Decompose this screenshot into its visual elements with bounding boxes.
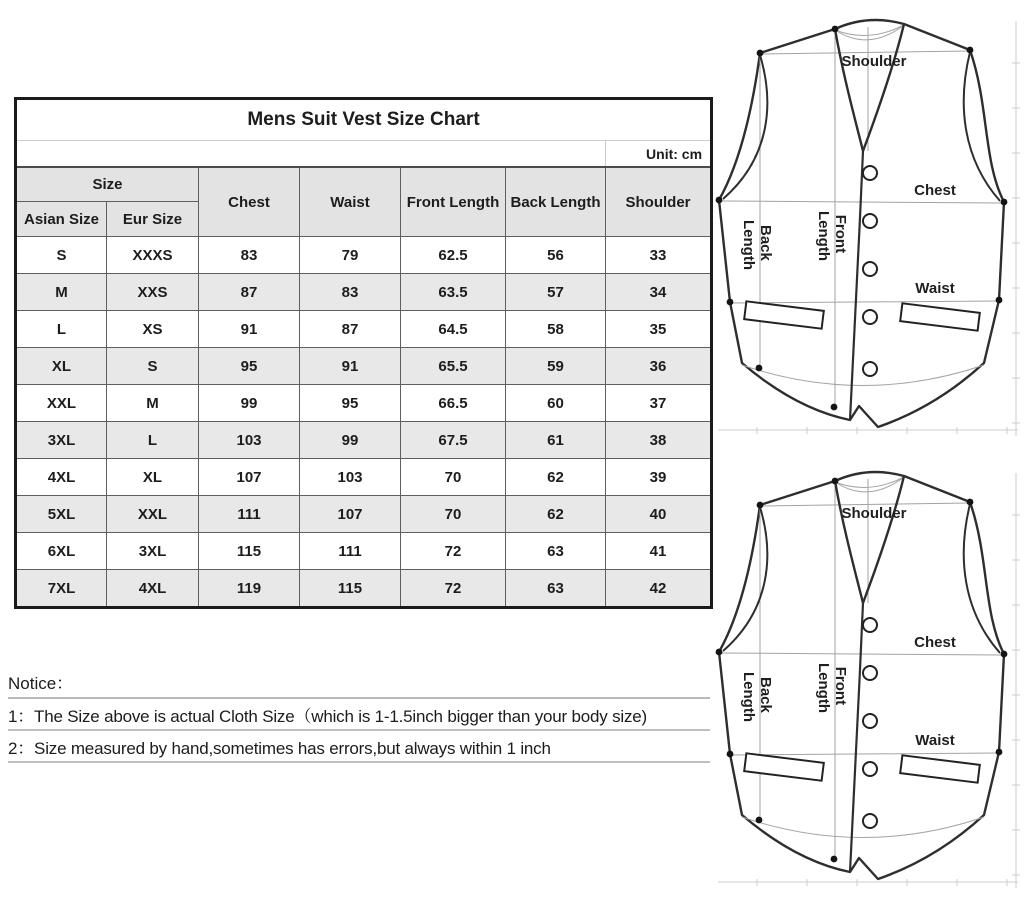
table-cell: 83: [199, 237, 300, 274]
table-row: [16, 570, 712, 608]
table-cell: 40: [606, 496, 712, 533]
column-header-back-length: Back Length: [506, 167, 606, 237]
table-cell: XS: [107, 311, 199, 348]
label-back-length-line1: Back: [757, 224, 774, 261]
table-cell: 56: [506, 237, 606, 274]
table-cell: 103: [199, 422, 300, 459]
vest-diagram-bottom: [712, 455, 1024, 892]
table-cell: 67.5: [401, 422, 506, 459]
label-front-length-line1: Front: [832, 214, 849, 254]
table-cell: 7XL: [16, 570, 107, 608]
table-cell: 58: [506, 311, 606, 348]
column-header-waist: Waist: [300, 167, 401, 237]
table-cell: 72: [401, 570, 506, 608]
table-cell: 33: [606, 237, 712, 274]
table-cell: 70: [401, 459, 506, 496]
table-cell: 6XL: [16, 533, 107, 570]
column-header-eur-size: Eur Size: [107, 202, 199, 237]
table-cell: 3XL: [107, 533, 199, 570]
notice-section: [8, 668, 710, 763]
vest-outline: [719, 472, 1004, 879]
table-cell: 87: [199, 274, 300, 311]
table-cell: XXS: [107, 274, 199, 311]
unit-label: Unit: cm: [606, 141, 712, 168]
header-row-top: [16, 167, 712, 202]
table-cell: 63.5: [401, 274, 506, 311]
table-cell: 63: [506, 570, 606, 608]
table-cell: 111: [199, 496, 300, 533]
table-cell: XL: [107, 459, 199, 496]
table-row: [16, 496, 712, 533]
notice-line-2: 2：Size measured by hand,sometimes has errors,but always within 1 inch: [8, 731, 710, 763]
label-front-length-line2: Length: [815, 663, 832, 713]
table-cell: 38: [606, 422, 712, 459]
label-waist: Waist: [915, 732, 955, 749]
table-cell: 4XL: [107, 570, 199, 608]
column-header-shoulder: Shoulder: [606, 167, 712, 237]
table-cell: 87: [300, 311, 401, 348]
table-cell: S: [16, 237, 107, 274]
notice-heading: Notice：: [8, 668, 710, 699]
table-title-row: [16, 99, 712, 141]
table-row: [16, 533, 712, 570]
table-row: [16, 274, 712, 311]
table-cell: 107: [300, 496, 401, 533]
table-cell: 36: [606, 348, 712, 385]
table-cell: 61: [506, 422, 606, 459]
label-chest: Chest: [914, 182, 956, 199]
table-cell: XXL: [107, 496, 199, 533]
size-chart-table: [14, 97, 713, 609]
table-cell: 35: [606, 311, 712, 348]
table-row: [16, 311, 712, 348]
table-cell: 83: [300, 274, 401, 311]
label-back-length-line2: Length: [740, 672, 757, 722]
label-shoulder: Shoulder: [841, 505, 907, 522]
column-header-chest: Chest: [199, 167, 300, 237]
label-shoulder: Shoulder: [841, 53, 907, 70]
table-cell: XXXS: [107, 237, 199, 274]
table-cell: 79: [300, 237, 401, 274]
table-cell: 42: [606, 570, 712, 608]
unit-row: [16, 141, 712, 168]
table-cell: 103: [300, 459, 401, 496]
table-cell: 111: [300, 533, 401, 570]
column-header-size-group: Size: [16, 167, 199, 202]
table-row: [16, 459, 712, 496]
table-cell: XL: [16, 348, 107, 385]
table-cell: 4XL: [16, 459, 107, 496]
table-cell: 115: [300, 570, 401, 608]
table-cell: 64.5: [401, 311, 506, 348]
table-cell: 5XL: [16, 496, 107, 533]
label-back-length-line2: Length: [740, 220, 757, 270]
page-title: Mens Suit Vest Size Chart: [16, 99, 712, 141]
table-cell: L: [107, 422, 199, 459]
table-cell: 34: [606, 274, 712, 311]
table-cell: 62.5: [401, 237, 506, 274]
unit-row-spacer: [16, 141, 606, 168]
table-cell: 57: [506, 274, 606, 311]
table-cell: 70: [401, 496, 506, 533]
label-front-length: [815, 663, 849, 713]
table-cell: 66.5: [401, 385, 506, 422]
table-cell: 60: [506, 385, 606, 422]
table-cell: 62: [506, 459, 606, 496]
table-cell: 91: [300, 348, 401, 385]
table-cell: 3XL: [16, 422, 107, 459]
table-cell: 95: [300, 385, 401, 422]
table-cell: 107: [199, 459, 300, 496]
notice-line-1: 1：The Size above is actual Cloth Size（which is 1-1.5inch bigger than your body size): [8, 699, 710, 731]
label-front-length: [815, 211, 849, 261]
table-cell: M: [16, 274, 107, 311]
table-cell: S: [107, 348, 199, 385]
table-cell: 119: [199, 570, 300, 608]
table-cell: 59: [506, 348, 606, 385]
label-front-length-line2: Length: [815, 211, 832, 261]
column-header-front-length: Front Length: [401, 167, 506, 237]
table-cell: 62: [506, 496, 606, 533]
table-row: [16, 422, 712, 459]
table-cell: 72: [401, 533, 506, 570]
table-cell: 37: [606, 385, 712, 422]
label-back-length: [740, 672, 774, 722]
table-row: [16, 385, 712, 422]
table-cell: 63: [506, 533, 606, 570]
table-row: [16, 348, 712, 385]
label-front-length-line1: Front: [832, 666, 849, 706]
table-cell: L: [16, 311, 107, 348]
column-header-asian-size: Asian Size: [16, 202, 107, 237]
table-cell: 99: [300, 422, 401, 459]
vest-outline: [719, 20, 1004, 427]
table-cell: M: [107, 385, 199, 422]
table-cell: 41: [606, 533, 712, 570]
table-cell: 39: [606, 459, 712, 496]
table-cell: XXL: [16, 385, 107, 422]
table-row: [16, 237, 712, 274]
vest-diagram-top: [712, 3, 1024, 440]
label-chest: Chest: [914, 634, 956, 651]
table-cell: 115: [199, 533, 300, 570]
table-cell: 95: [199, 348, 300, 385]
table-cell: 99: [199, 385, 300, 422]
label-back-length-line1: Back: [757, 676, 774, 713]
label-back-length: [740, 220, 774, 270]
table-cell: 91: [199, 311, 300, 348]
label-waist: Waist: [915, 280, 955, 297]
table-cell: 65.5: [401, 348, 506, 385]
